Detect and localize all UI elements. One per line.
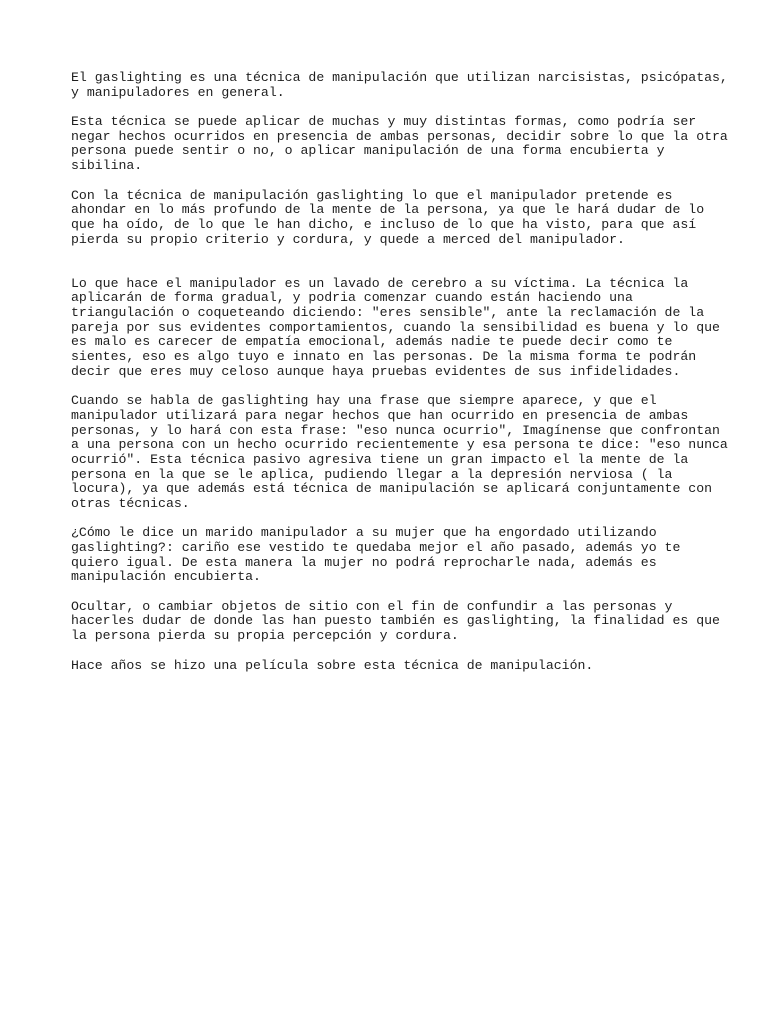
text-line: quiero igual. De esta manera la mujer no podrá reprocharle nada, además es (71, 554, 657, 570)
text-line: manipulación encubierta. (71, 569, 261, 585)
paragraph-7 (71, 598, 720, 644)
paragraph-3 (71, 189, 711, 248)
text-line: negar hechos ocurridos en presencia de ambas personas, decidir sobre lo que la otra (71, 128, 728, 144)
text-line: Lo que hace el manipulador es un lavado de cerebro a su víctima. La técnica la (71, 275, 689, 291)
paragraph-5 (71, 393, 728, 512)
text-line: triangulación o coqueteando diciendo: "eres sensible", ante la reclamación de la (71, 305, 705, 321)
text-line: decir que eres muy celoso aunque haya pruebas evidentes de sus infidelidades. (71, 363, 681, 379)
text-line: Cuando se habla de gaslighting hay una frase que siempre aparece, y que el (71, 393, 657, 409)
paragraph-8 (71, 659, 711, 674)
paragraph-6 (71, 526, 711, 585)
text-line: Con la técnica de manipulación gaslighting lo que el manipulador pretende es (71, 187, 673, 203)
text-line: otras técnicas. (71, 495, 190, 511)
text-line: es malo es carecer de empatía emocional, además nadie te puede decir como te (71, 334, 673, 350)
text-line: hacerles dudar de donde las han puesto también es gaslighting, la finalidad es que (71, 613, 720, 629)
text-line: locura), ya que además está técnica de manipulación se aplicará conjuntamente con (71, 481, 713, 497)
document-body (71, 70, 728, 673)
text-line: persona en la que se le aplica, pudiendo llegar a la depresión nerviosa ( la (71, 466, 673, 482)
text-line: que ha oído, de lo que le han dicho, e incluso de lo que ha visto, para que así (71, 216, 697, 232)
text-line: gaslighting?: cariño ese vestido te quedaba mejor el año pasado, además yo te (71, 540, 681, 556)
text-line: pareja por sus evidentes comportamientos, cuando la sensibilidad es buena y lo que (71, 319, 720, 335)
text-line: pierda su propio criterio y cordura, y quede a merced del manipulador. (71, 231, 625, 247)
text-line: persona puede sentir o no, o aplicar manipulación de una forma encubierta y (71, 143, 665, 159)
paragraph-1 (71, 70, 728, 100)
text-line: Ocultar, o cambiar objetos de sitio con el fin de confundir a las personas y (71, 598, 673, 614)
text-line: a una persona con un hecho ocurrido recientemente y esa persona te dice: "eso nunca (71, 437, 728, 453)
text-line: ahondar en lo más profundo de la mente de la persona, ya que le hará dudar de lo (71, 202, 705, 218)
text-line: Hace años se hizo una película sobre esta técnica de manipulación. (71, 657, 594, 673)
paragraph-2 (71, 114, 728, 174)
text-line: personas, y lo hará con esta frase: "eso nunca ocurrio", Imagínense que confrontan (71, 422, 720, 438)
text-line: sientes, eso es algo tuyo e innato en las personas. De la misma forma te podrán (71, 349, 697, 365)
text-line: Esta técnica se puede aplicar de muchas y muy distintas formas, como podría ser (71, 114, 697, 130)
text-line: ¿Cómo le dice un marido manipulador a su mujer que ha engordado utilizando (71, 525, 657, 541)
text-line: El gaslighting es una técnica de manipulación que utilizan narcisistas, psicópatas, (71, 70, 728, 85)
text-line: sibilina. (71, 158, 143, 174)
paragraph-4 (71, 275, 720, 380)
text-line: y manipuladores en general. (71, 84, 285, 100)
text-line: manipulador utilizará para negar hechos que han ocurrido en presencia de ambas (71, 407, 689, 423)
text-line: aplicarán de forma gradual, y podria comenzar cuando están haciendo una (71, 290, 633, 306)
text-line: la persona pierda su propia percepción y cordura. (71, 628, 459, 644)
text-line: ocurrió". Esta técnica pasivo agresiva tiene un gran impacto el la mente de la (71, 451, 689, 467)
